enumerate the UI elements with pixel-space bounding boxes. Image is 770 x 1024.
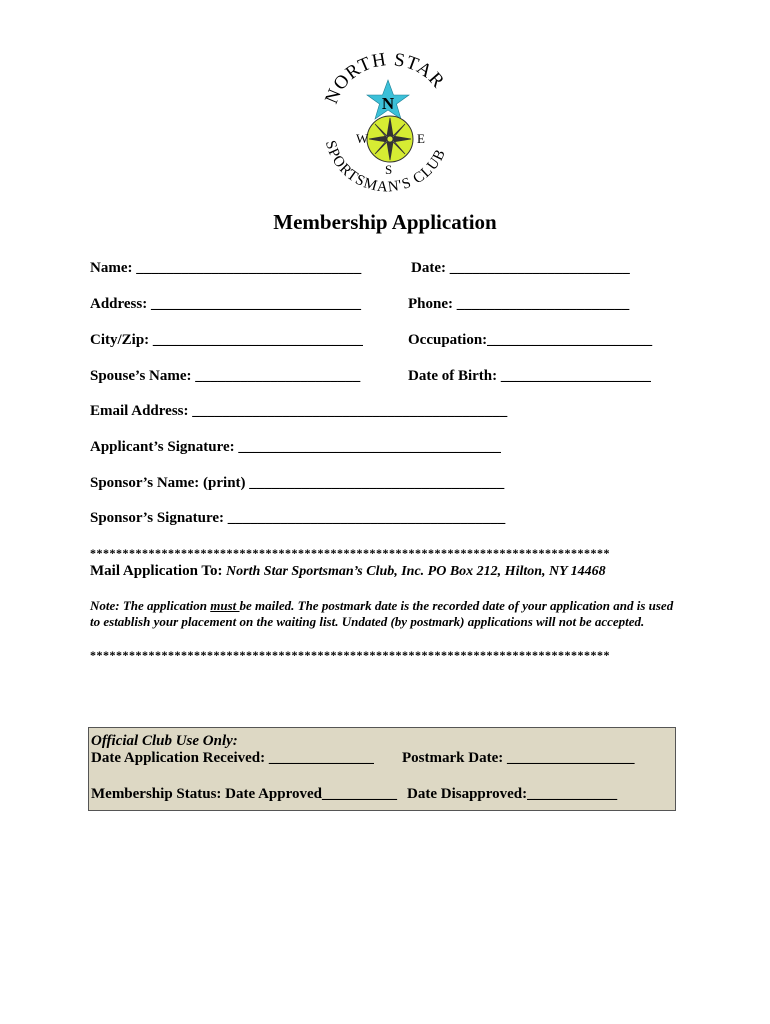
- mail-label: Mail Application To:: [90, 563, 223, 579]
- date-field[interactable]: Date: ________________________: [411, 260, 630, 276]
- name-field[interactable]: Name: ______________________________: [90, 260, 362, 276]
- city-zip-field[interactable]: City/Zip: ____________________________: [90, 332, 363, 348]
- sponsor-signature-field[interactable]: Sponsor’s Signature: _____________________________________: [90, 510, 506, 526]
- page-title: Membership Application: [273, 210, 497, 234]
- official-use-box: [88, 727, 676, 811]
- membership-status-field[interactable]: Membership Status: Date Approved__________: [91, 786, 397, 802]
- note-before: Note: The application: [90, 598, 211, 613]
- email-field[interactable]: Email Address: __________________________________________: [90, 403, 508, 419]
- logo-top-text: NORTH STAR: [321, 52, 449, 107]
- separator-top: ********************************************************************************: [90, 546, 610, 560]
- date-of-birth-field[interactable]: Date of Birth: ____________________: [408, 368, 651, 384]
- separator-bottom: ********************************************************************************: [90, 648, 610, 662]
- note-text: [90, 598, 680, 630]
- spouse-name-field[interactable]: Spouse’s Name: ______________________: [90, 368, 361, 384]
- logo-bottom-text: SPORTSMAN'S CLUB: [321, 138, 450, 196]
- applicant-signature-field[interactable]: Applicant’s Signature: ___________________________________: [90, 439, 501, 455]
- date-received-field[interactable]: Date Application Received: ______________: [91, 750, 374, 766]
- postmark-date-field[interactable]: Postmark Date: _________________: [402, 750, 635, 766]
- phone-field[interactable]: Phone: _______________________: [408, 296, 630, 312]
- note-after: be mailed. The postmark date is the recorded date of your application and is used to establish your placement on the waiting list. Undated (by postmark) applications will not be accepted.: [90, 598, 674, 629]
- logo-west: W: [356, 131, 369, 146]
- mail-instructions: [90, 563, 606, 580]
- logo-south: S: [385, 162, 393, 177]
- note-emphasis: must: [210, 598, 240, 613]
- club-logo: [318, 52, 458, 202]
- logo-east: E: [417, 131, 425, 146]
- sponsor-name-field[interactable]: Sponsor’s Name: (print) __________________________________: [90, 475, 505, 491]
- mail-address: North Star Sportsman’s Club, Inc. PO Box 212, Hilton, NY 14468: [226, 564, 606, 579]
- occupation-field[interactable]: Occupation:______________________: [408, 332, 653, 348]
- address-field[interactable]: Address: ____________________________: [90, 296, 361, 312]
- official-title: Official Club Use Only:: [91, 733, 238, 749]
- logo-north: N: [381, 94, 395, 113]
- date-disapproved-field[interactable]: Date Disapproved:____________: [407, 786, 618, 802]
- compass-rose-icon: [369, 118, 411, 160]
